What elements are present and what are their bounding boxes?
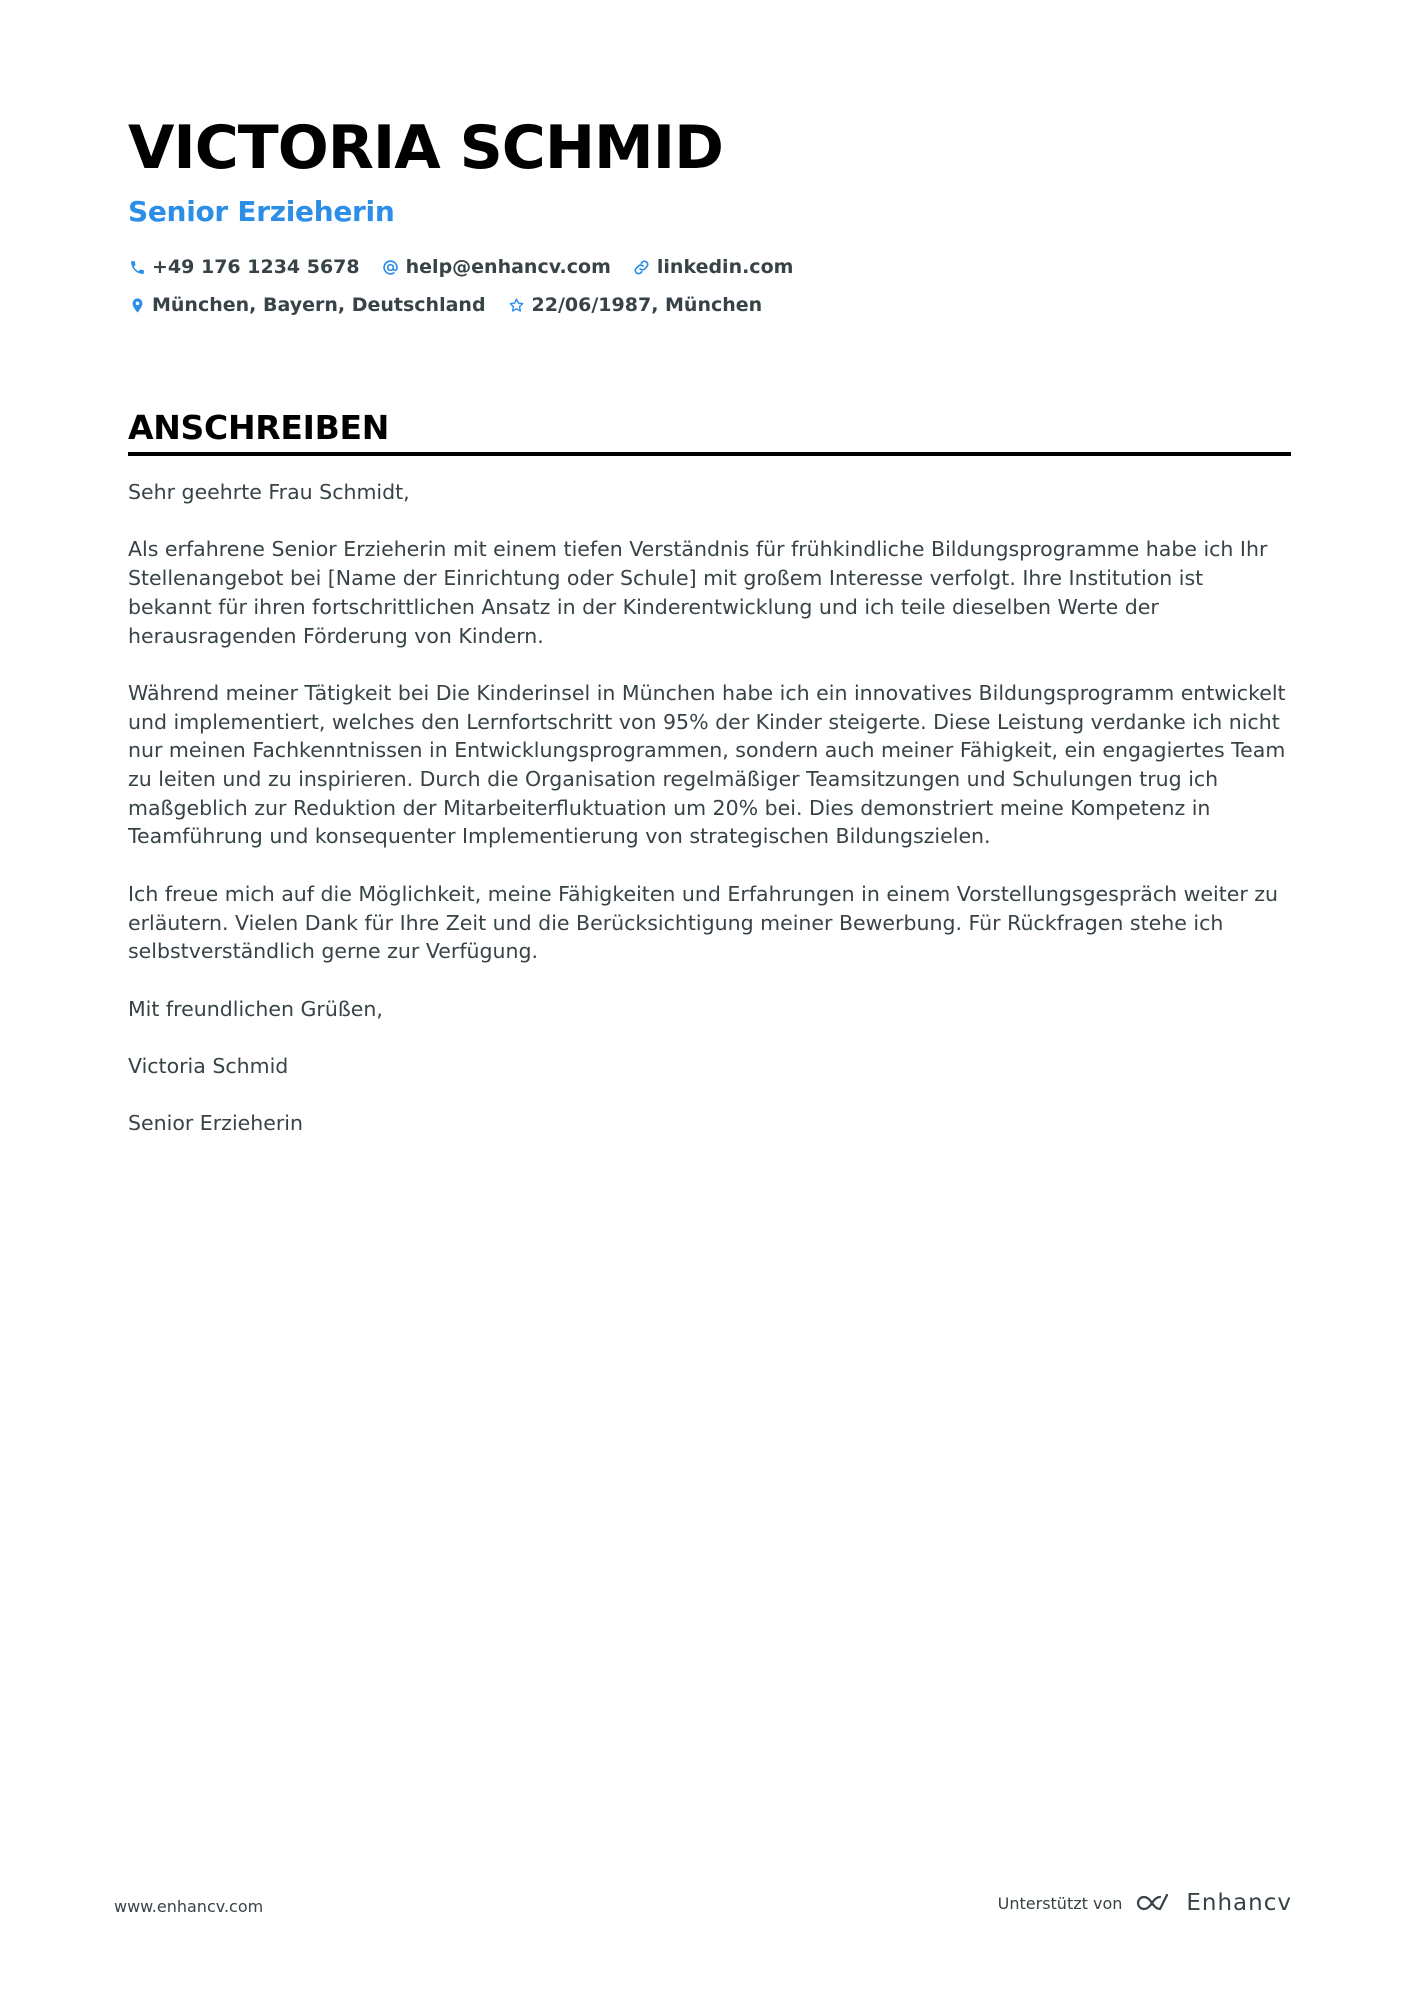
contact-email-text: help@enhancv.com <box>405 256 611 278</box>
location-pin-icon <box>128 296 146 314</box>
at-icon <box>382 258 400 276</box>
signature-name: Victoria Schmid <box>128 1053 289 1078</box>
footer-url[interactable]: www.enhancv.com <box>114 1897 264 1916</box>
letter-paragraph: Als erfahrene Senior Erzieherin mit einem tiefen Verständnis für frühkindliche Bildungsprogramme habe ich Ihr Stellenangebot bei [Name der Einrichtung oder Schule] mit großem Interesse verfolgt. Ihre Institution ist bekannt für ihren fortschrittlichen Ansatz in der Kinderentwicklung und ich teile dieselben Werte der herausragenden Förderung von Kindern. <box>128 537 1268 648</box>
contact-phone <box>128 252 360 282</box>
contact-location <box>128 290 486 320</box>
letter-body <box>128 478 1291 1138</box>
enhancv-brand: Enhancv <box>1186 1890 1292 1916</box>
applicant-name: VICTORIA SCHMID <box>128 113 723 183</box>
cover-letter-page <box>128 108 1291 1167</box>
contact-list <box>128 252 1128 320</box>
letter-closing: Mit freundlichen Grüßen, <box>128 996 383 1021</box>
enhancv-logo-icon <box>1134 1891 1178 1915</box>
contact-phone-text: +49 176 1234 5678 <box>152 256 360 278</box>
contact-linkedin[interactable] <box>633 252 794 282</box>
contact-birth <box>508 290 763 320</box>
contact-email[interactable] <box>382 252 611 282</box>
link-icon <box>633 258 651 276</box>
powered-by-label: Unterstützt von <box>997 1893 1123 1913</box>
star-icon <box>508 296 526 314</box>
contact-birth-text: 22/06/1987, München <box>531 294 763 316</box>
section-heading: ANSCHREIBEN <box>128 408 390 447</box>
letter-paragraph: Während meiner Tätigkeit bei Die Kinderinsel in München habe ich ein innovatives Bildungsprogramm entwickelt und implementiert, welches den Lernfortschritt von 95% der Kinder steigerte. Diese Leistung verdanke ich nicht nur meinen Fachkenntnissen in Entwicklungsprogrammen, sondern auch meiner Fähigkeit, ein engagiertes Team zu leiten und zu inspirieren. Durch die Organisation regelmäßiger Teamsitzungen und Schulungen trug ich maßgeblich zur Reduktion der Mitarbeiterfluktuation um 20% bei. Dies demonstriert meine Kompetenz in Teamführung und konsequenter Implementierung von strategischen Bildungszielen. <box>128 680 1286 849</box>
footer-powered-by <box>998 1890 1292 1916</box>
letter-paragraph: Ich freue mich auf die Möglichkeit, meine Fähigkeiten und Erfahrungen in einem Vorstellungsgespräch weiter zu erläutern. Vielen Dank für Ihre Zeit und die Berücksichtigung meiner Bewerbung. Für Rückfragen stehe ich selbstverständlich gerne zur Verfügung. <box>128 881 1279 964</box>
section-divider <box>128 452 1291 456</box>
applicant-title: Senior Erzieherin <box>128 195 395 228</box>
contact-location-text: München, Bayern, Deutschland <box>152 294 486 316</box>
signature-title: Senior Erzieherin <box>128 1111 303 1136</box>
phone-icon <box>128 258 146 276</box>
letter-salutation: Sehr geehrte Frau Schmidt, <box>128 480 410 504</box>
contact-linkedin-text: linkedin.com <box>656 256 794 278</box>
